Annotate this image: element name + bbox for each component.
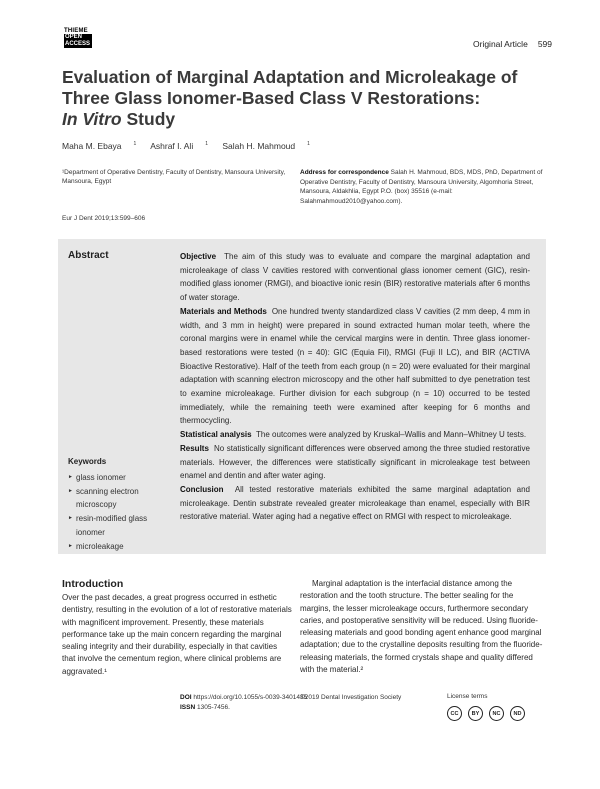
author: Salah H. Mahmoud $^1$ bbox=[222, 141, 310, 151]
abstract-methods: Materials and Methods One hundred twenty standardized class V cavities (2 mm deep, 4 mm in width, and 3 mm in height) were prepared in sound extracted human molar teeth, where the coronal margins were in enamel while the cervical margins were in dentin. Three glass ionomer-based restorations were tested (n = 40): GIC (Equia Fil), RMGI (Fuji II LC), and BIR (ACTIVA Bioactive Restorative). Half of the teeth from each group (n = 20) were evaluated for their marginal adaptation with scanning electron microscopy and the other half submitted to dye penetration test to examine microleakage. Further division for each subgroup (n = 10) occurred to be tested immediately, while the remaining teeth were examined after keeping for 6 months and thermocycling. bbox=[180, 306, 530, 426]
title-end: Study bbox=[121, 109, 176, 129]
title-italic: In Vitro bbox=[62, 109, 122, 129]
page-number: 599 bbox=[537, 39, 552, 49]
title-main: Evaluation of Marginal Adaptation and Microleakage of Three Glass Ionomer-Based Class V Restorations: bbox=[62, 67, 518, 108]
abstract-objective: Objective The aim of this study was to evaluate and compare the marginal adaptation and microleakage of class V cavities restored with conventional glass ionomer cement (GIC), resin-modified glass ionomer (RMGI), and bioactive ionic resin (BIR) restorative materials after 6 months of water storage. bbox=[180, 252, 530, 303]
correspondence-text: Salah H. Mahmoud, BDS, MDS, PhD, Department of Operative Dentistry, Faculty of Dentistry, Mansoura University, Algomhoria Street, Mansoura, Aldakhlia, Egypt P.O. (box) 35516 (e-mail: Salahmahmoud2010@yahoo.com). bbox=[300, 169, 543, 205]
abstract-heading: Abstract bbox=[68, 250, 109, 261]
doi-link[interactable]: https://doi.org/10.1055/s-0039-3401435 bbox=[193, 694, 308, 701]
thieme-open-access-logo bbox=[64, 28, 92, 50]
article-type: Original Article bbox=[473, 39, 528, 49]
logo-line-2: OPEN bbox=[64, 34, 92, 41]
keywords-list bbox=[68, 471, 173, 553]
author: Maha M. Ebaya $^1$ bbox=[62, 141, 137, 151]
affiliation: ¹Department of Operative Dentistry, Faculty of Dentistry, Mansoura University, Mansoura, Egypt bbox=[62, 169, 286, 185]
keywords-heading: Keywords bbox=[68, 457, 107, 466]
cc-nd-icon: ND bbox=[510, 706, 525, 721]
creative-commons-icons[interactable] bbox=[447, 706, 525, 721]
abstract-section bbox=[58, 239, 546, 554]
keyword-item: ► microleakage bbox=[68, 540, 173, 554]
keyword-item: ► scanning electron microscopy bbox=[68, 485, 173, 512]
introduction-heading: Introduction bbox=[62, 578, 124, 590]
logo-line-1: THIEME bbox=[64, 28, 88, 34]
abstract-conclusion: Conclusion All tested restorative materials exhibited the same marginal adaptation and microleakage. Dentin substrate revealed greater microleakage than enamel, especially with BIR restorative material. Water aging had a negative effect on RMGI with respect to microleakage. bbox=[180, 484, 530, 522]
running-header bbox=[473, 39, 552, 49]
correspondence-label: Address for correspondence bbox=[300, 169, 389, 176]
footer-copyright: ©2019 Dental Investigation Society bbox=[300, 694, 402, 701]
license-terms-label[interactable]: License terms bbox=[447, 693, 488, 700]
introduction-paragraph-left: Over the past decades, a great progress occurred in esthetic dentistry, resulting in the evolution of a lot of restorative materials with magnificent improvement. Presently, these materials performance take up the main concern regarding the marginal sealing integrity and their durability, especially in that cavities that involve the cementum region, where clinical problems are aggravated.¹ bbox=[62, 593, 292, 676]
keyword-item: ► glass ionomer bbox=[68, 471, 173, 485]
footer-doi-block: DOI https://doi.org/10.1055/s-0039-3401435 ISSN 1305-7456. bbox=[180, 694, 308, 711]
author: Ashraf I. Ali $^1$ bbox=[150, 141, 208, 151]
correspondence bbox=[300, 168, 548, 206]
journal-citation: Eur J Dent 2019;13:599–606 bbox=[62, 215, 146, 222]
issn: 1305-7456. bbox=[196, 704, 230, 711]
cc-by-icon: BY bbox=[468, 706, 483, 721]
author-list bbox=[62, 141, 322, 151]
article-title bbox=[62, 67, 542, 130]
logo-line-3: ACCESS bbox=[65, 41, 91, 47]
abstract-statistics: Statistical analysis The outcomes were analyzed by Kruskal–Wallis and Mann–Whitney U tests. bbox=[180, 430, 527, 440]
abstract-body bbox=[180, 250, 530, 524]
cc-nc-icon: NC bbox=[489, 706, 504, 721]
cc-icon: CC bbox=[447, 706, 462, 721]
introduction-paragraph-right: Marginal adaptation is the interfacial distance among the restoration and the tooth structure. The better sealing for the margins, the lesser microleakage occurs, furthermore secondary caries, and postoperative sensitivity will be reduced. Using fluoride-releasing materials and good bonding agent enhance good marginal adaptation; due to the crystalline deposits resulting from the fluoride-releasing materials, the formed crystals shape and quality differed with the material.² bbox=[300, 579, 543, 675]
abstract-results: Results No statistically significant differences were observed among the three studied restorative materials. However, the differences were statistically significant in microleakage test between enamel and dentin and after water aging. bbox=[180, 443, 530, 481]
keyword-item: ► resin-modified glass ionomer bbox=[68, 512, 173, 539]
